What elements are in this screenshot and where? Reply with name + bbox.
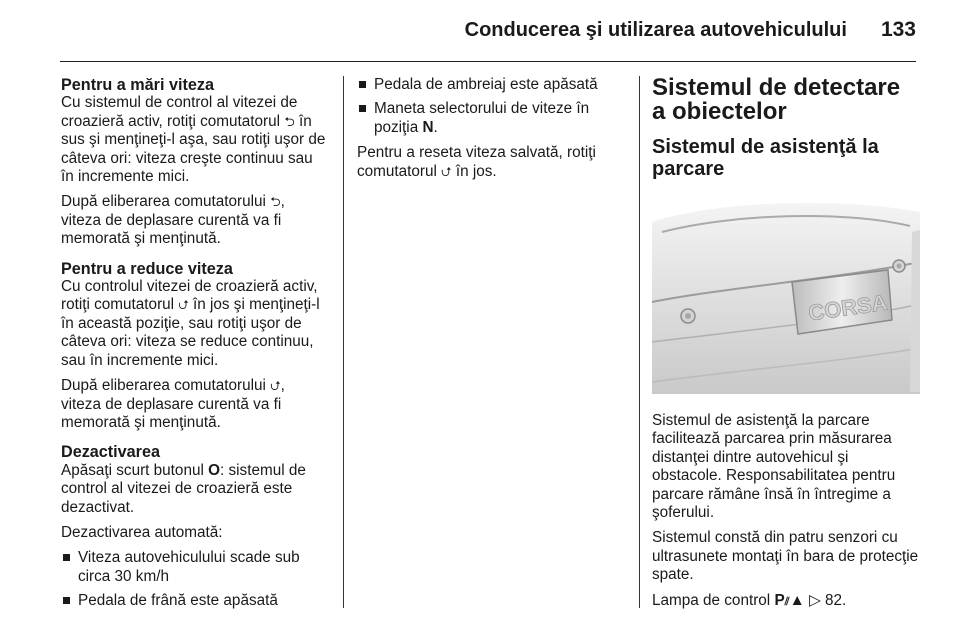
text: în jos. (455, 162, 497, 180)
text: Maneta selectorului de viteze în poziţia (374, 100, 590, 136)
paragraph: Sistemul constă din patru senzori cu ultrasunete montaţi în bara de protecţie spate. (652, 529, 919, 584)
license-plate-text: CORSA (806, 289, 889, 326)
text: După eliberarea comutatorului (61, 377, 266, 395)
text: Cu sistemul de control al vitezei de croazieră activ, rotiţi comutatorul (61, 94, 298, 130)
cruise-off-button-icon: O (208, 461, 221, 479)
text: Pentru a reseta viteza salvată, rotiţi comutatorul (357, 144, 596, 180)
list-item: Viteza autovehiculului scade sub circa 30 km/h (61, 549, 329, 586)
column-divider-1 (343, 76, 344, 608)
paragraph: Dezactivarea automată: (61, 523, 223, 541)
column-3 (652, 76, 920, 618)
chapter-title: Conducerea şi utilizarea autovehiculului (464, 19, 847, 41)
text: în sus şi menţineţi-l aşa, sau rotiţi uşor de câteva ori: viteza creşte continuu sau în incremente mici. (61, 112, 326, 186)
car-rear-illustration (652, 192, 920, 394)
subsection-title: Sistemul de asistenţă la parcare (652, 136, 879, 180)
paragraph (61, 462, 329, 517)
heading-deactivation: Dezactivarea (61, 443, 160, 462)
heading-reduce-speed: Pentru a reduce viteza (61, 259, 233, 278)
page-header (60, 18, 916, 50)
list-item: Pedala de frână este apăsată (61, 592, 329, 610)
text: După eliberarea comutatorului (61, 193, 266, 211)
cruise-control-switch-icon: ⮍ (178, 297, 189, 313)
paragraph (652, 592, 920, 611)
car-rear-bumper-figure (652, 192, 920, 394)
page-reference: 82. (824, 591, 847, 609)
cruise-control-switch-icon: ⮌ (284, 113, 295, 129)
cruise-control-switch-icon: ⮍ (441, 163, 452, 179)
text: în jos şi menţineţi-l în această poziţie, sau rotiţi uşor de câteva ori: viteza se reduce continuu, sau în incremente mici. (61, 296, 320, 369)
gear-position: N (422, 118, 434, 136)
parking-assist-lamp-icon: P⫽▲ (774, 591, 805, 609)
column-1 (61, 76, 329, 618)
header-rule (60, 61, 916, 62)
text: Lampa de control (652, 591, 771, 609)
bullet-list (61, 549, 329, 610)
text: , viteza de deplasare curentă va fi memorată şi menţinută. (61, 377, 285, 431)
list-item: Pedala de ambreiaj este apăsată (357, 76, 623, 94)
paragraph (357, 144, 623, 181)
text: Apăsaţi scurt butonul (61, 461, 204, 479)
paragraph (61, 377, 329, 432)
heading-increase-speed: Pentru a mări viteza (61, 76, 214, 94)
column-divider-2 (639, 76, 640, 608)
paragraph (61, 193, 329, 248)
column-2 (357, 76, 623, 188)
page-number: 133 (880, 18, 916, 41)
list-item (357, 100, 623, 137)
section-title: Sistemul de detectare a obiectelor (652, 74, 901, 125)
paragraph (61, 94, 329, 186)
paragraph (61, 278, 329, 370)
text: , viteza de deplasare curentă va fi memorată şi menţinută. (61, 193, 285, 248)
cruise-control-switch-icon: ⮌ (270, 194, 281, 210)
cruise-control-switch-icon: ⮍ (270, 378, 281, 394)
text: . (433, 118, 438, 136)
paragraph: Sistemul de asistenţă la parcare facilitează parcarea prin măsurarea distanţei dintre autovehicul şi obstacole. Responsabilitatea pentru parcare rămâne însă în întregime a şoferului. (652, 412, 896, 522)
text: Cu controlul vitezei de croazieră activ, rotiţi comutatorul (61, 278, 318, 314)
text: : sistemul de control al vitezei de croazieră este dezactivat. (61, 461, 306, 516)
bullet-list (357, 76, 623, 137)
page-ref-arrow-icon: ▷ (808, 591, 821, 609)
